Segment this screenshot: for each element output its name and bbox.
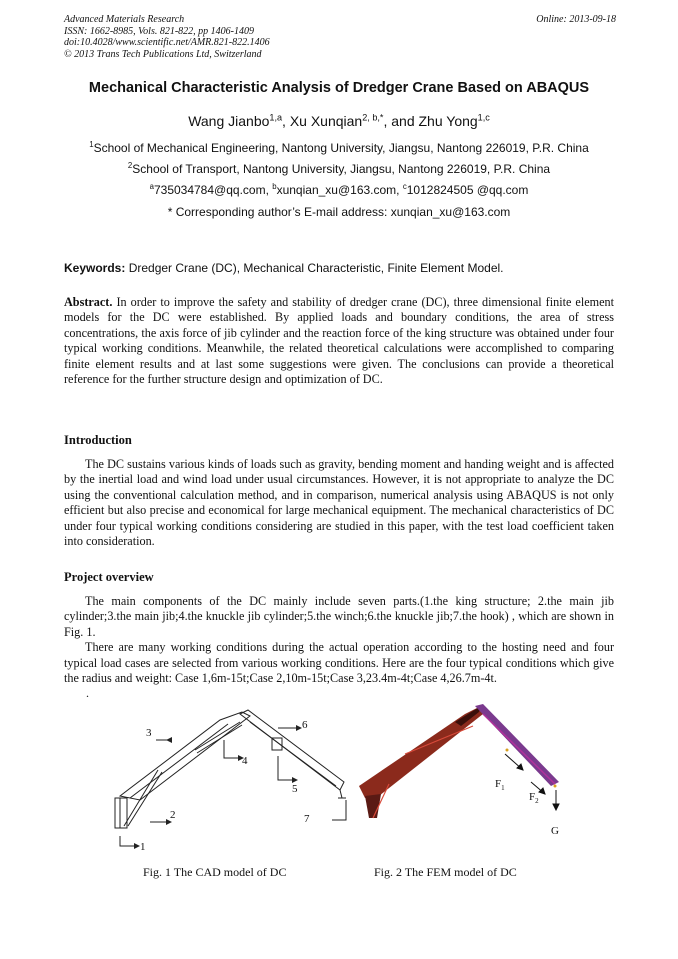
keywords-label: Keywords: (64, 261, 126, 275)
abstract-label: Abstract. (64, 295, 113, 309)
project-para-2: There are many working conditions during the actual operation according to the hosting need and four typical load cases are selected from various working conditions. Here are the four typical conditions which give the radius and weight: Case 1,6m-15t;Case 2,10m-15t;Case 3,23.4m-4t;Case 4,26.7m-4t. (64, 640, 614, 686)
affiliation-1 (0, 141, 678, 155)
journal-name: Advanced Materials Research (64, 14, 185, 25)
introduction-heading: Introduction (64, 433, 132, 447)
keywords-text: Dredger Crane (DC), Mechanical Characteristic, Finite Element Model. (125, 261, 504, 275)
issn-line: ISSN: 1662-8985, Vols. 821-822, pp 1406-1409 (64, 25, 254, 37)
author-1: Wang Jianbo (188, 113, 270, 129)
stray-dot: . (86, 686, 89, 700)
knuckle-jib-cylinder (195, 722, 240, 750)
cad-label-1: 1 (140, 841, 146, 853)
force-f1-label: $F_1$ (495, 778, 505, 792)
doi-line: doi:10.4028/www.scientific.net/AMR.821-822.1406 (64, 37, 270, 48)
affiliation-2-text: School of Transport, Nantong University, Jiangsu, Nantong 226019, P.R. China (132, 162, 551, 176)
email-a-sup: a (149, 182, 154, 191)
introduction-text: The DC sustains various kinds of loads such as gravity, bending moment and handing weight and is affected by the inertial load and wind load under usual circumstances. However, it is not appropriate to analyze the DC using the conventional calculation method, and in comparison, numerical analysis using ABAQUS is not only efficient but also precise and economical for large mechanical equipment. The mechanical characteristics of DC under four typical working conditions considering are studied in this paper, with the test load coefficient taken into consideration. (64, 457, 614, 549)
cad-label-7: 7 (304, 813, 310, 825)
affiliation-1-text: School of Mechanical Engineering, Nantong University, Jiangsu, Nantong 226019, P.R. China (93, 141, 589, 155)
email-c: 1012824505 @qq.com (406, 183, 529, 197)
fig1-cad-drawing (100, 700, 360, 860)
email-line (0, 183, 678, 197)
cad-label-2: 2 (170, 809, 176, 821)
author-2: Xu Xunqian (289, 113, 363, 129)
email-b-sup: b (272, 182, 277, 191)
keywords (64, 261, 504, 275)
gravity-g-label: G (551, 825, 559, 837)
project-para-1: The main components of the DC mainly include seven parts.(1.the king structure; 2.the main jib cylinder;3.the main jib;4.the knuckle jib cylinder;5.the winch;6.the knuckle jib;7.the hook) , which are shown in Fig. 1. (64, 594, 614, 639)
cad-label-6: 6 (302, 719, 308, 731)
online-date: Online: 2013-09-18 (536, 14, 616, 25)
author-3-sup: 1,c (477, 112, 490, 123)
fem-knuckle-jib (475, 704, 559, 786)
paper-title: Mechanical Characteristic Analysis of Dredger Crane Based on ABAQUS (88, 80, 590, 96)
fig1-caption: Fig. 1 The CAD model of DC (143, 865, 287, 879)
fem-knuckle-cylinder (405, 726, 473, 754)
author-sep: , (282, 113, 290, 129)
cad-label-3: 3 (146, 727, 152, 739)
author-3: Zhu Yong (418, 113, 478, 129)
affiliation-1-sup: 1 (89, 140, 94, 149)
abstract (64, 295, 614, 387)
copyright-line: © 2013 Trans Tech Publications Ltd, Switzerland (64, 48, 262, 60)
author-sep: , and (383, 113, 419, 129)
cad-label-4: 4 (242, 755, 248, 767)
fig2-caption: Fig. 2 The FEM model of DC (374, 865, 517, 879)
journal-header (64, 14, 270, 60)
email-c-sup: c (402, 182, 407, 191)
introduction-body (64, 457, 614, 549)
email-b: xunqian_xu@163.com, (276, 183, 403, 197)
author-line (0, 113, 678, 129)
project-heading: Project overview (64, 570, 154, 584)
cad-label-5: 5 (292, 783, 298, 795)
affiliation-2 (0, 162, 678, 176)
author-2-sup: 2, b,* (362, 112, 384, 123)
author-1-sup: 1,a (269, 112, 283, 123)
force-f2-label: $F_2$ (529, 791, 539, 805)
corresponding-author: * Corresponding author’s E-mail address: xunqian_xu@163.com (167, 205, 511, 219)
fig2-fem-drawing (355, 700, 585, 850)
affiliation-2-sup: 2 (127, 161, 133, 170)
project-body (64, 594, 614, 686)
email-a: 735034784@qq.com, (153, 183, 273, 197)
hook (338, 790, 346, 798)
abstract-text: In order to improve the safety and stability of dredger crane (DC), three dimensional finite element models for the DC were established. By applied loads and boundary conditions, the area of stress concentrations, the axis force of jib cylinder and the reaction force of the king structure was obtained under four typical working conditions. Meanwhile, the related theoretical calculations were accomplished to comparing finite element results and at last some suggestions were given. The conclusions can provide a theoretical reference for the further structure design and optimization of DC. (64, 295, 614, 387)
